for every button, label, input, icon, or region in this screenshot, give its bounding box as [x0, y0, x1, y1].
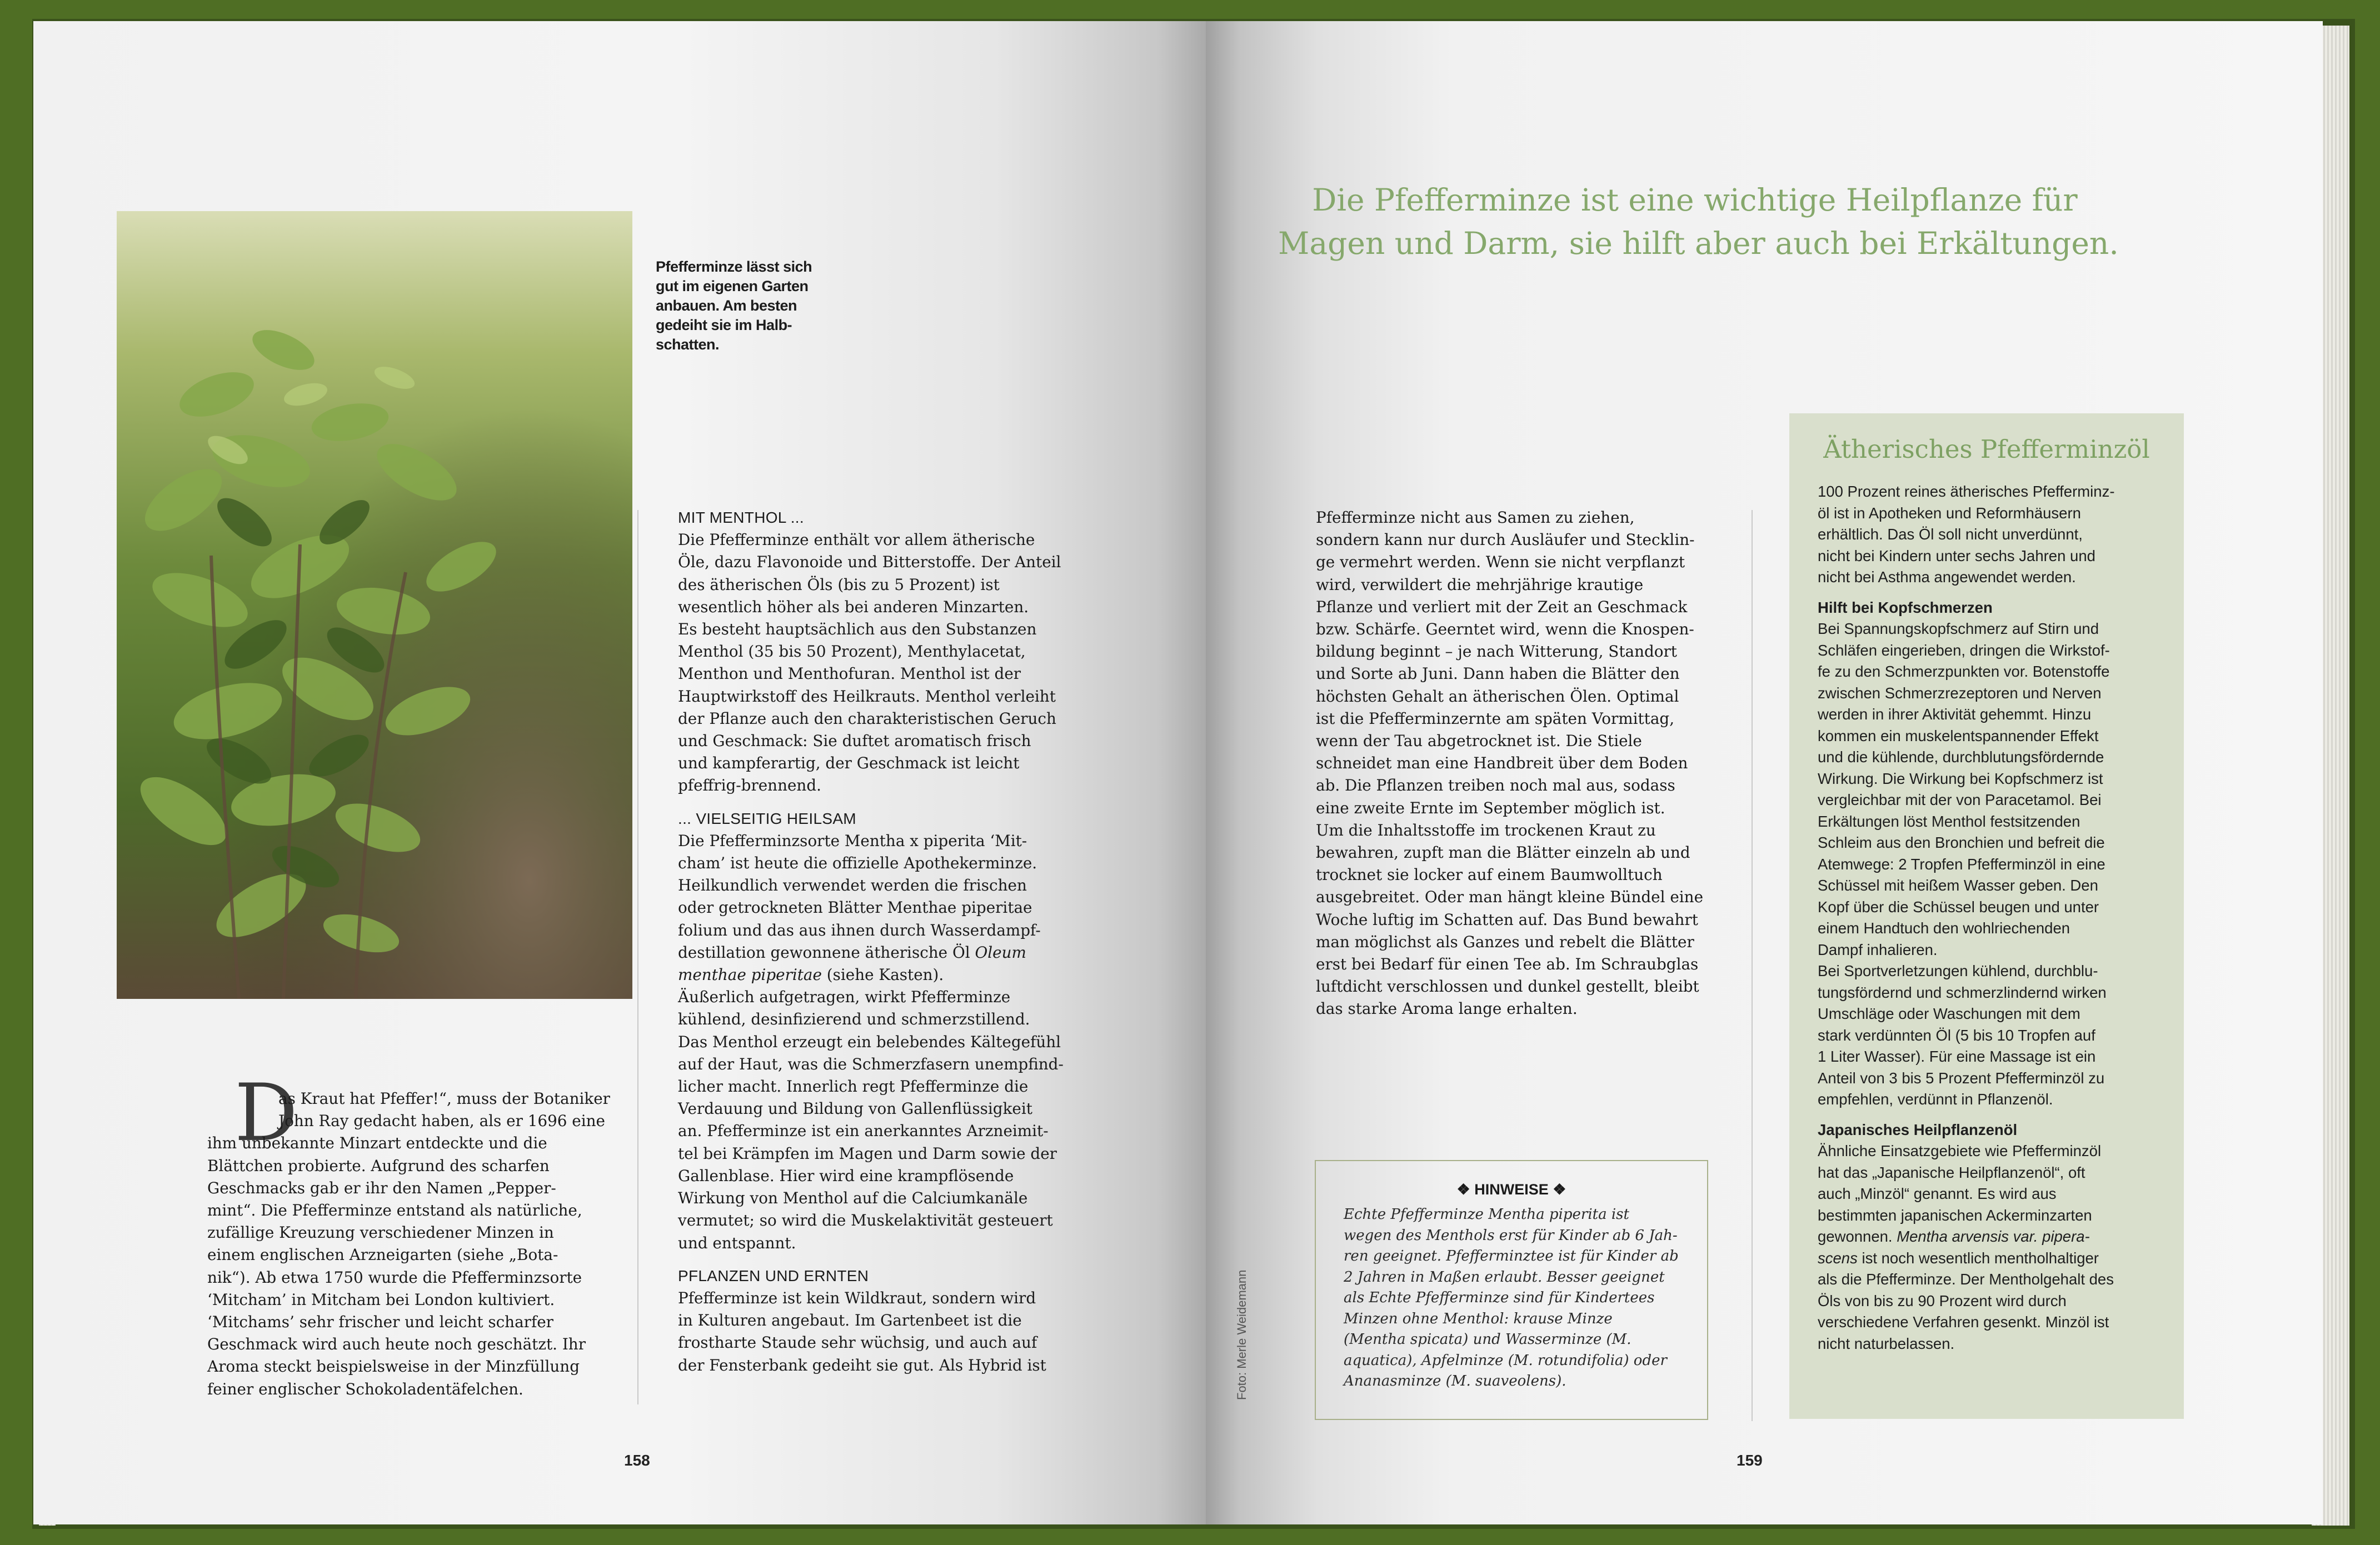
- text-line: mint“. Die Pfefferminze entstand als natürliche,: [207, 1201, 582, 1220]
- text-line: 2 Jahren in Maßen erlaubt. Besser geeignet: [1344, 1268, 1665, 1286]
- text-line: cham’ ist heute die offizielle Apothekerminze.: [678, 854, 1037, 873]
- text-line: (Mentha spicata) und Wasserminze (M.: [1344, 1331, 1631, 1348]
- text-line: Öls von bis zu 90 Prozent wird durch: [1818, 1292, 2067, 1309]
- photo-credit: Foto: Merle Weidemann: [1235, 1269, 1249, 1400]
- text-line: 1 Liter Wasser). Für eine Massage ist ein: [1818, 1048, 2096, 1065]
- text-line: empfehlen, verdünnt in Pflanzenöl.: [1818, 1091, 2053, 1108]
- text-line: oder getrockneten Blätter Menthae piperitae: [678, 898, 1032, 917]
- text-line: an. Pfefferminze ist ein anerkanntes Arzneimit-: [678, 1122, 1049, 1141]
- text-line: menthae piperitae (siehe Kasten).: [678, 966, 944, 984]
- text-line: Pflanze und verliert mit der Zeit an Geschmack: [1316, 597, 1688, 616]
- text-line: Pfefferminze ist kein Wildkraut, sondern wird: [678, 1288, 1036, 1307]
- text-line: bzw. Schärfe. Geerntet wird, wenn die Knospen-: [1316, 620, 1694, 639]
- text-line: höchsten Gehalt an ätherischen Ölen. Optimal: [1316, 687, 1679, 706]
- text-line: ist die Pfefferminzernte am späten Vormittag,: [1316, 709, 1675, 728]
- text-line: destillation gewonnene ätherische Öl Oleum: [678, 943, 1026, 962]
- sidebar-text: [1818, 481, 2114, 1354]
- text-line: einem englischen Arzneigarten (siehe „Bota-: [207, 1246, 558, 1264]
- text-line: auf der Haut, was die Schmerzfasern unempfind-: [678, 1054, 1064, 1073]
- text-line: Hauptwirkstoff des Heilkrauts. Menthol verleiht: [678, 687, 1056, 706]
- caption-line: anbauen. Am besten: [656, 297, 797, 314]
- text-line: Schüssel mit heißem Wasser geben. Den: [1818, 877, 2098, 894]
- text-line: Die Pfefferminze enthält vor allem ätherische: [678, 531, 1035, 549]
- column-divider: [637, 510, 638, 1404]
- text-line: sondern kann nur durch Ausläufer und Stecklin-: [1316, 531, 1695, 549]
- text-line: das starke Aroma lange erhalten.: [1316, 999, 1578, 1018]
- page-number-right: 159: [1737, 1452, 1763, 1469]
- text-line: eine zweite Ernte im September möglich ist.: [1316, 798, 1665, 817]
- text-line: 100 Prozent reines ätherisches Pfefferminz-: [1818, 483, 2115, 500]
- text-line: Menthol (35 bis 50 Prozent), Menthylacetat,: [678, 642, 1026, 661]
- text-line: des ätherischen Öls (bis zu 5 Prozent) ist: [678, 575, 1000, 594]
- text-line: der Pflanze auch den charakteristischen Geruch: [678, 709, 1056, 728]
- text-line: nicht naturbelassen.: [1818, 1334, 1955, 1352]
- text-line: ab. Die Pflanzen treiben noch mal aus, sodass: [1316, 776, 1675, 795]
- text-line: ge vermehrt werden. Wenn sie nicht verpflanzt: [1316, 553, 1685, 572]
- text-line: wenn der Tau abgetrocknet ist. Die Stiele: [1316, 732, 1642, 751]
- text-line: öl ist in Apotheken und Reformhäusern: [1818, 504, 2081, 522]
- text-line: trocknet sie locker auf einem Baumwolltuch: [1316, 866, 1663, 884]
- section-heading-heilsam: ... VIELSEITIG HEILSAM: [678, 809, 856, 827]
- section-heading-pflanzen: PFLANZEN UND ERNTEN: [678, 1267, 869, 1284]
- text-line: ‘Mitcham’ in Mitcham bei London kultiviert.: [207, 1290, 555, 1309]
- sidebar-subheading-japanisch: Japanisches Heilpflanzenöl: [1818, 1121, 2018, 1138]
- text-line: Pfefferminze nicht aus Samen zu ziehen,: [1316, 508, 1635, 527]
- text-line: kühlend, desinfizierend und schmerzstillend.: [678, 1010, 1030, 1029]
- text-line: Wirkung von Menthol auf die Calciumkanäle: [678, 1189, 1028, 1208]
- text-line: wesentlich höher als bei anderen Minzarten.: [678, 597, 1029, 616]
- text-line: luftdicht verschlossen und dunkel gestellt, bleibt: [1316, 977, 1699, 996]
- text-line: Minzen ohne Menthol: krause Minze: [1344, 1310, 1613, 1327]
- hinweise-box: [1315, 1160, 1708, 1420]
- text-line: vermutet; so wird die Muskelaktivität gesteuert: [678, 1211, 1053, 1230]
- pull-quote: [1278, 178, 2119, 265]
- photo-caption: [656, 257, 817, 354]
- text-line: Dampf inhalieren.: [1818, 941, 1938, 958]
- text-line: folium und das aus ihnen durch Wasserdampf-: [678, 921, 1041, 939]
- sidebar-subheading-kopfschmerzen: Hilft bei Kopfschmerzen: [1818, 598, 1993, 616]
- text-line: in Kulturen angebaut. Im Gartenbeet ist die: [678, 1311, 1022, 1330]
- caption-line: gedeiht sie im Halb-: [656, 317, 792, 333]
- text-line: zwischen Schmerzrezeptoren und Nerven: [1818, 684, 2102, 702]
- text-line: Heilkundlich verwendet werden die frischen: [678, 876, 1027, 895]
- caption-line: Pfefferminze lässt sich: [656, 258, 812, 275]
- caption-line: gut im eigenen Garten: [656, 278, 809, 294]
- text-line: Menthon und Menthofuran. Menthol ist der: [678, 664, 1021, 683]
- text-line: Anteil von 3 bis 5 Prozent Pfefferminzöl zu: [1818, 1069, 2105, 1087]
- text-line: Geschmacks gab er ihr den Namen „Pepper-: [207, 1178, 556, 1197]
- continuation-column: [1316, 507, 1703, 1021]
- text-line: Bei Sportverletzungen kühlend, durchblu-: [1818, 962, 2098, 979]
- text-line: nik“). Ab etwa 1750 wurde die Pfefferminzsorte: [207, 1268, 582, 1287]
- text-line: frostharte Staude sehr wüchsig, und auch auf: [678, 1333, 1037, 1352]
- text-line: auch „Minzöl“ genannt. Es wird aus: [1818, 1185, 2057, 1202]
- peppermint-photo: [117, 211, 632, 999]
- text-line: Geschmack wird auch heute noch geschätzt. Ihr: [207, 1335, 586, 1354]
- text-line: Bei Spannungskopfschmerz auf Stirn und: [1818, 620, 2099, 637]
- text-line: nicht bei Kindern unter sechs Jahren und: [1818, 547, 2095, 564]
- pull-quote-line: Magen und Darm, sie hilft aber auch bei Erkältungen.: [1278, 226, 2119, 261]
- text-line: als die Pfefferminze. Der Mentholgehalt des: [1818, 1271, 2114, 1288]
- text-line: Schleim aus den Bronchien und befreit die: [1818, 834, 2105, 851]
- text-line: und entspannt.: [678, 1233, 796, 1252]
- text-line: stark verdünnten Öl (5 bis 10 Tropfen auf: [1818, 1026, 2095, 1044]
- text-line: Verdauung und Bildung von Gallenflüssigkeit: [678, 1099, 1032, 1118]
- sidebar-title: Ätherisches Pfefferminzöl: [1823, 434, 2150, 464]
- text-line: Öle, dazu Flavonoide und Bitterstoffe. Der Anteil: [678, 553, 1061, 572]
- text-line: und kampferartig, der Geschmack ist leicht: [678, 754, 1020, 773]
- text-line: bestimmten japanischen Ackerminzarten: [1818, 1206, 2092, 1224]
- hinweise-title: ❖ HINWEISE ❖: [1456, 1181, 1566, 1198]
- text-line: Äußerlich aufgetragen, wirkt Pfefferminze: [678, 988, 1011, 1007]
- text-line: werden in ihrer Aktivität gehemmt. Hinzu: [1818, 706, 2092, 723]
- text-line: fe zu den Schmerzpunkten vor. Botenstoffe: [1818, 663, 2110, 680]
- text-line: und Sorte ab Juni. Dann haben die Blätter den: [1316, 664, 1680, 683]
- text-line: Es besteht hauptsächlich aus den Substanzen: [678, 620, 1037, 639]
- text-line: gewonnen. Mentha arvensis var. pipera-: [1818, 1228, 2090, 1245]
- text-line: feiner englischer Schokoladentäfelchen.: [207, 1379, 523, 1398]
- text-line: Schläfen eingerieben, dringen die Wirkstof-: [1818, 641, 2110, 659]
- text-line: Blättchen probierte. Aufgrund des scharfen: [207, 1156, 550, 1175]
- main-column: [678, 507, 1064, 1377]
- text-line: Wirkung. Die Wirkung bei Kopfschmerz ist: [1818, 769, 2103, 787]
- text-line: erhältlich. Das Öl soll nicht unverdünnt,: [1818, 526, 2083, 543]
- caption-line: schatten.: [656, 336, 720, 353]
- text-line: ihm unbekannte Minzart entdeckte und die: [207, 1134, 547, 1153]
- hinweise-text: [1344, 1204, 1679, 1392]
- text-line: vergleichbar mit der von Paracetamol. Bei: [1818, 791, 2102, 808]
- text-line: hat das „Japanische Heilpflanzenöl“, oft: [1818, 1163, 2085, 1181]
- drop-cap: D: [234, 1067, 298, 1159]
- text-line: der Fensterbank gedeiht sie gut. Als Hybrid ist: [678, 1356, 1046, 1374]
- text-line: bewahren, zupft man die Blätter einzeln ab und: [1316, 843, 1690, 862]
- text-line: nicht bei Asthma angewendet werden.: [1818, 568, 2076, 586]
- text-line: Das Menthol erzeugt ein belebendes Kältegefühl: [678, 1032, 1061, 1051]
- text-line: scens ist noch wesentlich mentholhaltiger: [1818, 1249, 2099, 1267]
- page-number-left: 158: [624, 1452, 650, 1469]
- text-line: tungsfördernd und schmerzlindernd wirken: [1818, 983, 2107, 1001]
- text-line: Ähnliche Einsatzgebiete wie Pfefferminzöl: [1818, 1142, 2102, 1159]
- text-line: verschiedene Verfahren gesenkt. Minzöl ist: [1818, 1313, 2109, 1331]
- text-line: man möglichst als Ganzes und rebelt die Blätter: [1316, 932, 1694, 951]
- text-line: ren geeignet. Pfefferminztee ist für Kinder ab: [1344, 1248, 1679, 1264]
- peppermint-plants-image: [117, 211, 632, 999]
- info-sidebar: [1789, 413, 2184, 1419]
- text-line: zufällige Kreuzung verschiedener Minzen in: [207, 1223, 554, 1242]
- left-page: [33, 21, 1206, 1524]
- pull-quote-line: Die Pfefferminze ist eine wichtige Heilpflanze für: [1312, 182, 2078, 218]
- text-line: als Echte Pfefferminze sind für Kindertees: [1344, 1289, 1655, 1306]
- text-line: und Geschmack: Sie duftet aromatisch frisch: [678, 732, 1031, 751]
- text-line: Gallenblase. Hier wird eine krampflösende: [678, 1166, 1014, 1185]
- text-line: bildung beginnt – je nach Witterung, Standort: [1316, 642, 1677, 661]
- text-line: Die Pfefferminzsorte Mentha x piperita ‘Mit-: [678, 831, 1027, 850]
- section-heading-menthol: MIT MENTHOL ...: [678, 509, 804, 526]
- text-line: wird, verwildert die mehrjährige krautige: [1316, 575, 1644, 594]
- text-line: Kopf über die Schüssel beugen und unter: [1818, 898, 2099, 916]
- text-line: schneidet man eine Handbreit über dem Boden: [1316, 754, 1688, 773]
- text-line: Atemwege: 2 Tropfen Pfefferminzöl in eine: [1818, 855, 2105, 873]
- text-line: ausgebreitet. Oder man hängt kleine Bündel eine: [1316, 888, 1704, 907]
- text-line: aquatica), Apfelminze (M. rotundifolia) oder: [1344, 1352, 1667, 1369]
- text-line: Erkältungen löst Menthol festsitzenden: [1818, 812, 2080, 830]
- text-line: erst bei Bedarf für einen Tee ab. Im Schraubglas: [1316, 955, 1699, 974]
- text-line: tel bei Krämpfen im Magen und Darm sowie der: [678, 1144, 1057, 1163]
- text-line: licher macht. Innerlich regt Pfefferminze die: [678, 1077, 1029, 1096]
- text-line: as Kraut hat Pfeffer!“, muss der Botaniker: [278, 1089, 610, 1108]
- text-line: Woche luftig im Schatten auf. Das Bund bewahrt: [1316, 910, 1698, 929]
- intro-column: [207, 1088, 610, 1401]
- text-line: wegen des Menthols erst für Kinder ab 6 Jah-: [1344, 1227, 1678, 1244]
- text-line: Ananasminze (M. suaveolens).: [1344, 1373, 1566, 1389]
- text-line: und die kühlende, durchblutungsfördernde: [1818, 748, 2104, 766]
- text-line: einem Handtuch den wohlriechenden: [1818, 919, 2070, 937]
- text-line: pfeffrig-brennend.: [678, 776, 821, 795]
- text-line: John Ray gedacht haben, als er 1696 eine: [278, 1112, 605, 1131]
- text-line: Umschläge oder Waschungen mit dem: [1818, 1005, 2080, 1022]
- text-line: Aroma steckt beispielsweise in der Minzfüllung: [207, 1357, 580, 1376]
- text-line: kommen ein muskelentspannender Effekt: [1818, 727, 2099, 744]
- right-page: [1206, 21, 2323, 1524]
- text-line: Um die Inhaltsstoffe im trockenen Kraut zu: [1316, 821, 1656, 839]
- column-divider: [1752, 510, 1753, 1421]
- text-line: ‘Mitchams’ sehr frischer und leicht scharfer: [207, 1313, 553, 1332]
- text-line: Echte Pfefferminze Mentha piperita ist: [1344, 1206, 1629, 1223]
